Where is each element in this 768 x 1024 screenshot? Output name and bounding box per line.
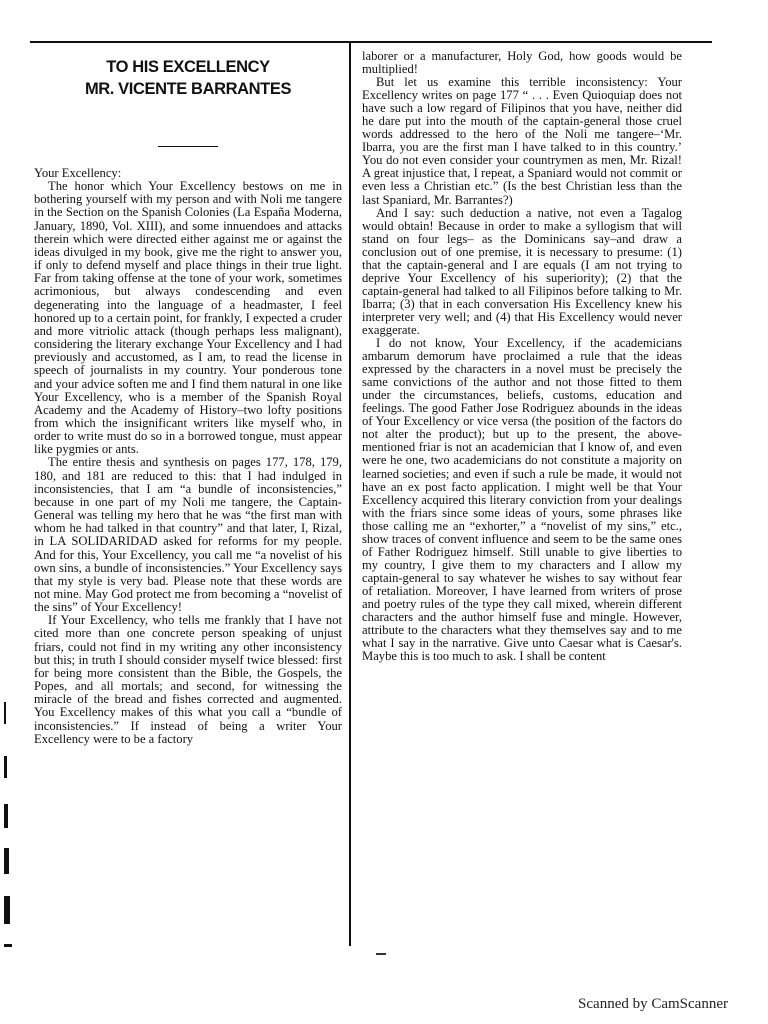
title-block <box>34 56 342 100</box>
right-paragraph-4: I do not know, Your Excellency, if the academicians ambarum demorum have proclaimed a rule that the ideas expressed by the characters in a novel must be precisely the same convictions of the author and not those fitted to them under the circumstances, beliefs, customs, education and feelings. The good Father Jose Rodriguez abounds in the ideas of Your Excellency or vice versa (the position of the factors do not alter the product); but up to the present, the above-mentioned friar is not an academician that I know of, and even were he one, two academicians do not constitute a majority on learned societies; and even if such a rule be made, it would not have an ex post facto application. I might well be that Your Excellency acquired this literary conviction from your dealings with the friars since some ideas of yours, some phrases like those calling me an “exhorter,” a “novelist of my sins,” etc., show traces of convent influence and seem to be the same ones of Father Rodriguez himself. Still unable to give liberties to my country, I give them to my characters and I allow my captain-general to say whatever he wishes to say without fear of retaliation. Moreover, I have learned from writers of prose and poetry rules of the type they call mixed, wherein different characters and the author himself fuse and mingle. However, attribute to the characters what they themselves say and to me what I say in the narrative. Give unto Caesar what is Caesar's. Maybe this is too much to ask. I shall be content <box>362 336 682 664</box>
title-line-1: TO HIS EXCELLENCY <box>106 58 270 76</box>
left-column <box>34 50 342 746</box>
left-paragraph-1: The honor which Your Excellency bestows on me in bothering yourself with my person and with Noli me tangere in the Section on the Spanish Colonies (La España Moderna, January, 1890, Vol. XIII), and some innuendoes and attacks therein which were directed either against me or against the ideas divulged in my book, give me the right to answer you, if only to defend myself and place things in their true light. Far from taking offense at the tone of your work, sometimes acrimonious, but always condescending and even degenerating into the language of a headmaster, I feel honored up to a certain point, for frankly, I expected a cruder and more vitriolic attack (though perhaps less malignant), considering the literary exchange Your Excellency and I had previously and accustomed, as I am, to read the license in speech of journalists in my country. Your ponderous tone and your advice soften me and I find them natural in one like Your Excellency, who is a member of the Spanish Royal Academy and the Academy of History–two lofty positions from which the insignificant writers like myself who, in order to write must do so in a borrowed tongue, must appear like pygmies or ants. <box>34 179 342 457</box>
scan-mark <box>4 804 8 828</box>
right-column <box>362 50 682 663</box>
right-paragraph-3: And I say: such deduction a native, not even a Tagalog would obtain! Because in order to make a syllogism that will stand on four legs– as the Dominicans say–and draw a conclusion out of one premise, it is necessary to presume: (1) that the captain-general and I are equals (I am not trying to deprive Your Excellency of his superiority); (2) that the captain-general had talked to all Filipinos before talking to Mr. Ibarra; (3) that in each conversation His Excellency knew his interpreter very well; and (4) that His Excellency would never exaggerate. <box>362 205 682 337</box>
scan-mark <box>4 944 12 947</box>
scan-mark <box>4 702 6 724</box>
scan-mark <box>4 848 9 874</box>
title-line-2: MR. VICENTE BARRANTES <box>84 80 292 98</box>
left-paragraph-3: If Your Excellency, who tells me frankly that I have not cited more than one concrete person speaking of unjust friars, could not find in my writing any other inconsistency but this; in truth I should consider myself twice blessed: first for being more consistent than the Bible, the Gospels, the Popes, and all mortals; and second, for witnessing the miracle of the bread and fishes corrected and augmented. You Excellency makes of this what you call a “bundle of inconsistencies.” If instead of being a writer Your Excellency were to be a factory <box>34 613 342 746</box>
scan-mark <box>4 756 7 778</box>
right-paragraph-2: But let us examine this terrible inconsistency: Your Excellency writes on page 177 “ . . . Even Quioquiap does not have such a low regard of Filipinos that you have, neither did he dare put into the mouth of the captain-general those cruel words addressed to the hero of the Noli me tangere–‘Mr. Ibarra, you are the first man I have talked to in this country.’ You do not even consider your countrymen as men, Mr. Rizal! A great injustice that, I repeat, a Spaniard would not commit or even less a Christian etc.” (Is the best Christian less than the last Spaniard, Mr. Barrantes?) <box>362 75 682 207</box>
column-divider <box>349 41 351 946</box>
scan-mark <box>4 896 10 924</box>
bottom-tick-mark <box>376 953 386 955</box>
right-paragraph-1: laborer or a manufacturer, Holy God, how goods would be multiplied! <box>362 49 682 77</box>
scanner-watermark: Scanned by CamScanner <box>578 996 728 1012</box>
left-paragraph-2: The entire thesis and synthesis on pages 177, 178, 179, 180, and 181 are reduced to this: that I had indulged in inconsistencies, that I am “a bundle of inconsistencies,” because in one part of my Noli me tangere, the Captain-General was telling my hero that he was “the first man with whom he had talked in that country” and that later, I, Rizal, in LA SOLIDARIDAD asked for reforms for my people. And for this, Your Excellency, you call me “a novelist of his own sins, a bundle of inconsistencies.” Your Excellency says that my style is very bad. Please note that these words are not mine. May God protect me from becoming a “novelist of the sins” of Your Excellency! <box>34 455 342 615</box>
scan-margin-marks <box>0 700 12 960</box>
salutation: Your Excellency: <box>34 166 122 180</box>
title-rule <box>158 146 218 147</box>
top-rule <box>30 41 712 43</box>
